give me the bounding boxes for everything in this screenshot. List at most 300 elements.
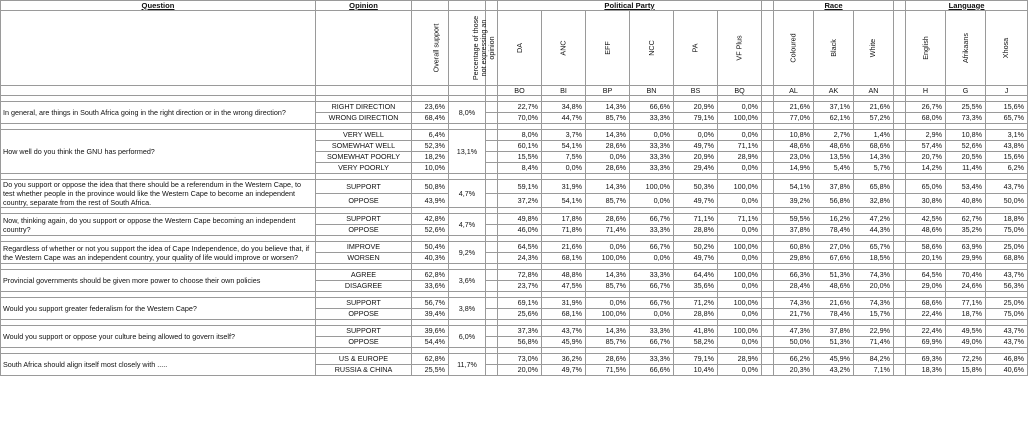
value-cell: 18,5% [854, 253, 894, 264]
question-text: Provincial governments should be given more power to choose their own policies [1, 270, 316, 292]
value-cell: 44,7% [542, 113, 586, 124]
value-cell: 25,0% [986, 298, 1028, 309]
value-cell: 100,0% [718, 242, 762, 253]
value-cell: 28,9% [718, 354, 762, 365]
value-cell: 47,2% [854, 214, 894, 225]
question-header: Question [1, 1, 316, 11]
question-text: Regardless of whether or not you support the idea of Cape Independence, do you believe that, if the Western Cape was an independent country, your quality of life would improve or worsen? [1, 242, 316, 264]
value-cell: 25,0% [986, 242, 1028, 253]
no-opinion-cell: 9,2% [449, 242, 486, 264]
value-cell: 78,4% [814, 225, 854, 236]
question-text: Would you support greater federalism for the Western Cape? [1, 298, 316, 320]
value-cell: 60,1% [498, 141, 542, 152]
value-cell: 57,2% [854, 113, 894, 124]
value-cell: 39,2% [774, 194, 814, 208]
table-row [1, 298, 1028, 309]
value-cell: 30,8% [906, 194, 946, 208]
overall-support-cell: 54,4% [412, 337, 449, 348]
value-cell: 28,4% [774, 281, 814, 292]
value-cell: 0,0% [718, 281, 762, 292]
value-cell: 84,2% [854, 354, 894, 365]
value-cell: 31,9% [542, 180, 586, 194]
value-cell: 8,0% [498, 130, 542, 141]
question-text: In general, are things in South Africa going in the right direction or in the wrong direction? [1, 102, 316, 124]
value-cell: 65,7% [986, 113, 1028, 124]
value-cell: 0,0% [586, 152, 630, 163]
language-label: Xhosa [986, 11, 1028, 86]
value-cell: 41,8% [674, 326, 718, 337]
opinion-cell: OPPOSE [316, 309, 412, 320]
table-row [1, 242, 1028, 253]
value-cell: 69,9% [906, 337, 946, 348]
overall-support-cell: 52,3% [412, 141, 449, 152]
no-opinion-cell: 11,7% [449, 354, 486, 376]
value-cell: 37,2% [498, 194, 542, 208]
value-cell: 53,4% [946, 180, 986, 194]
value-cell: 69,3% [906, 354, 946, 365]
value-cell: 0,0% [718, 365, 762, 376]
value-cell: 0,0% [630, 130, 674, 141]
party-label: VF Plus [718, 11, 762, 86]
value-cell: 68,6% [906, 298, 946, 309]
value-cell: 45,9% [814, 354, 854, 365]
value-cell: 6,2% [986, 163, 1028, 174]
column-code: H [906, 86, 946, 96]
value-cell: 50,0% [774, 337, 814, 348]
value-cell: 18,3% [906, 365, 946, 376]
value-cell: 100,0% [718, 298, 762, 309]
value-cell: 100,0% [718, 180, 762, 194]
value-cell: 11,4% [946, 163, 986, 174]
value-cell: 33,3% [630, 141, 674, 152]
opinion-cell: VERY POORLY [316, 163, 412, 174]
value-cell: 71,1% [718, 141, 762, 152]
value-cell: 47,5% [542, 281, 586, 292]
value-cell: 0,0% [718, 309, 762, 320]
value-cell: 79,1% [674, 113, 718, 124]
value-cell: 58,6% [906, 242, 946, 253]
value-cell: 0,0% [586, 242, 630, 253]
value-cell: 28,6% [586, 163, 630, 174]
value-cell: 24,3% [498, 253, 542, 264]
language-label: English [906, 11, 946, 86]
overall-support-cell: 23,6% [412, 102, 449, 113]
party-label: DA [498, 11, 542, 86]
value-cell: 2,9% [906, 130, 946, 141]
value-cell: 43,7% [986, 180, 1028, 194]
value-cell: 5,7% [854, 163, 894, 174]
overall-support-label: Overall support [412, 11, 449, 86]
value-cell: 100,0% [586, 309, 630, 320]
value-cell: 20,9% [674, 152, 718, 163]
column-code: BN [630, 86, 674, 96]
value-cell: 21,6% [814, 298, 854, 309]
overall-support-cell: 56,7% [412, 298, 449, 309]
column-code: AL [774, 86, 814, 96]
value-cell: 65,7% [854, 242, 894, 253]
opinion-cell: WORSEN [316, 253, 412, 264]
value-cell: 20,5% [946, 152, 986, 163]
value-cell: 44,3% [854, 225, 894, 236]
value-cell: 37,3% [498, 326, 542, 337]
value-cell: 20,3% [774, 365, 814, 376]
value-cell: 62,1% [814, 113, 854, 124]
value-cell: 17,8% [542, 214, 586, 225]
value-cell: 50,0% [986, 194, 1028, 208]
value-cell: 64,5% [906, 270, 946, 281]
overall-support-cell: 40,3% [412, 253, 449, 264]
value-cell: 42,5% [906, 214, 946, 225]
value-cell: 10,4% [674, 365, 718, 376]
value-cell: 0,0% [718, 102, 762, 113]
value-cell: 66,6% [630, 365, 674, 376]
overall-support-cell: 62,8% [412, 270, 449, 281]
column-code: BQ [718, 86, 762, 96]
opinion-cell: OPPOSE [316, 194, 412, 208]
party-label: EFF [586, 11, 630, 86]
value-cell: 68,6% [854, 141, 894, 152]
value-cell: 29,0% [906, 281, 946, 292]
table-row [1, 270, 1028, 281]
value-cell: 50,3% [674, 180, 718, 194]
value-cell: 49,7% [542, 365, 586, 376]
value-cell: 20,0% [498, 365, 542, 376]
value-cell: 78,4% [814, 309, 854, 320]
value-cell: 25,5% [946, 102, 986, 113]
no-opinion-cell: 4,7% [449, 180, 486, 208]
race-label: Black [814, 11, 854, 86]
column-code: G [946, 86, 986, 96]
value-cell: 23,7% [498, 281, 542, 292]
value-cell: 37,1% [814, 102, 854, 113]
value-cell: 3,7% [542, 130, 586, 141]
value-cell: 60,8% [774, 242, 814, 253]
value-cell: 57,4% [906, 141, 946, 152]
value-cell: 43,2% [814, 365, 854, 376]
value-cell: 0,0% [542, 163, 586, 174]
value-cell: 37,8% [814, 180, 854, 194]
value-cell: 46,0% [498, 225, 542, 236]
value-cell: 71,1% [718, 214, 762, 225]
value-cell: 73,3% [946, 113, 986, 124]
question-text: How well do you think the GNU has performed? [1, 130, 316, 174]
value-cell: 8,4% [498, 163, 542, 174]
opinion-cell: AGREE [316, 270, 412, 281]
value-cell: 13,5% [814, 152, 854, 163]
value-cell: 68,0% [906, 113, 946, 124]
value-cell: 26,7% [906, 102, 946, 113]
value-cell: 54,1% [774, 180, 814, 194]
value-cell: 56,3% [986, 281, 1028, 292]
value-cell: 16,2% [814, 214, 854, 225]
overall-support-cell: 25,5% [412, 365, 449, 376]
value-cell: 49,8% [498, 214, 542, 225]
value-cell: 75,0% [986, 309, 1028, 320]
value-cell: 24,6% [946, 281, 986, 292]
value-cell: 43,7% [986, 270, 1028, 281]
value-cell: 59,1% [498, 180, 542, 194]
table-row [1, 214, 1028, 225]
value-cell: 75,0% [986, 225, 1028, 236]
value-cell: 49,5% [946, 326, 986, 337]
overall-support-cell: 42,8% [412, 214, 449, 225]
table-row [1, 130, 1028, 141]
value-cell: 49,0% [946, 337, 986, 348]
value-cell: 28,6% [586, 354, 630, 365]
value-cell: 100,0% [718, 326, 762, 337]
value-cell: 47,3% [774, 326, 814, 337]
value-cell: 15,6% [986, 152, 1028, 163]
opinion-cell: OPPOSE [316, 337, 412, 348]
value-cell: 66,7% [630, 214, 674, 225]
question-text: South Africa should align itself most closely with ..... [1, 354, 316, 376]
table-row [1, 354, 1028, 365]
value-cell: 66,7% [630, 242, 674, 253]
opinion-cell: SUPPORT [316, 326, 412, 337]
value-cell: 74,3% [854, 298, 894, 309]
value-cell: 3,1% [986, 130, 1028, 141]
value-cell: 71,1% [674, 214, 718, 225]
value-cell: 33,3% [630, 326, 674, 337]
value-cell: 68,1% [542, 309, 586, 320]
value-cell: 71,4% [854, 337, 894, 348]
value-cell: 0,0% [630, 194, 674, 208]
party-label: PA [674, 11, 718, 86]
value-cell: 15,8% [946, 365, 986, 376]
value-cell: 40,8% [946, 194, 986, 208]
value-cell: 33,3% [630, 225, 674, 236]
value-cell: 43,7% [986, 326, 1028, 337]
overall-support-cell: 52,6% [412, 225, 449, 236]
value-cell: 15,5% [498, 152, 542, 163]
value-cell: 85,7% [586, 113, 630, 124]
value-cell: 21,7% [774, 309, 814, 320]
value-cell: 68,1% [542, 253, 586, 264]
no-opinion-cell: 3,8% [449, 298, 486, 320]
value-cell: 50,2% [674, 242, 718, 253]
value-cell: 0,0% [718, 130, 762, 141]
value-cell: 43,8% [986, 141, 1028, 152]
no-opinion-cell: 6,0% [449, 326, 486, 348]
value-cell: 0,0% [718, 194, 762, 208]
value-cell: 71,5% [586, 365, 630, 376]
value-cell: 28,8% [674, 225, 718, 236]
question-text: Do you support or oppose the idea that there should be a referendum in the Western Cape, to test whether people in the province would like the Western Cape to become an independent country, separate from the rest of South Africa. [1, 180, 316, 208]
value-cell: 68,8% [986, 253, 1028, 264]
value-cell: 73,0% [498, 354, 542, 365]
value-cell: 77,0% [774, 113, 814, 124]
value-cell: 74,3% [854, 270, 894, 281]
value-cell: 28,6% [586, 214, 630, 225]
value-cell: 27,0% [814, 242, 854, 253]
value-cell: 77,1% [946, 298, 986, 309]
overall-support-cell: 68,4% [412, 113, 449, 124]
question-text: Would you support or oppose your culture being allowed to govern itself? [1, 326, 316, 348]
value-cell: 18,7% [946, 309, 986, 320]
value-cell: 14,2% [906, 163, 946, 174]
column-labels-row [1, 11, 1028, 86]
value-cell: 1,4% [854, 130, 894, 141]
value-cell: 10,8% [774, 130, 814, 141]
value-cell: 100,0% [718, 113, 762, 124]
value-cell: 37,8% [774, 225, 814, 236]
opinion-cell: SUPPORT [316, 298, 412, 309]
party-label: ANC [542, 11, 586, 86]
opinion-cell: OPPOSE [316, 225, 412, 236]
opinion-cell: RUSSIA & CHINA [316, 365, 412, 376]
value-cell: 49,7% [674, 253, 718, 264]
column-codes-row [1, 86, 1028, 96]
value-cell: 0,0% [718, 253, 762, 264]
no-opinion-cell: 8,0% [449, 102, 486, 124]
value-cell: 56,8% [498, 337, 542, 348]
value-cell: 85,7% [586, 194, 630, 208]
question-text: Now, thinking again, do you support or oppose the Western Cape becoming an independent country? [1, 214, 316, 236]
value-cell: 5,4% [814, 163, 854, 174]
value-cell: 48,6% [906, 225, 946, 236]
political-party-header: Political Party [498, 1, 762, 11]
value-cell: 43,7% [542, 326, 586, 337]
value-cell: 28,6% [586, 141, 630, 152]
value-cell: 100,0% [630, 180, 674, 194]
overall-support-cell: 43,9% [412, 194, 449, 208]
value-cell: 14,3% [586, 180, 630, 194]
value-cell: 62,7% [946, 214, 986, 225]
value-cell: 28,9% [718, 152, 762, 163]
value-cell: 36,2% [542, 354, 586, 365]
value-cell: 54,1% [542, 194, 586, 208]
overall-support-cell: 39,4% [412, 309, 449, 320]
no-opinion-label: Percentage of those not expressing an opinion [449, 11, 486, 86]
opinion-cell: US & EUROPE [316, 354, 412, 365]
overall-support-cell: 50,8% [412, 180, 449, 194]
value-cell: 35,6% [674, 281, 718, 292]
no-opinion-cell: 3,6% [449, 270, 486, 292]
value-cell: 22,4% [906, 309, 946, 320]
value-cell: 33,3% [630, 270, 674, 281]
value-cell: 14,3% [586, 102, 630, 113]
value-cell: 31,9% [542, 298, 586, 309]
value-cell: 33,3% [630, 152, 674, 163]
value-cell: 65,8% [854, 180, 894, 194]
value-cell: 40,6% [986, 365, 1028, 376]
header-row [1, 1, 1028, 11]
column-code: BP [586, 86, 630, 96]
value-cell: 14,3% [586, 326, 630, 337]
value-cell: 33,3% [630, 163, 674, 174]
value-cell: 51,3% [814, 270, 854, 281]
value-cell: 21,6% [774, 102, 814, 113]
value-cell: 56,8% [814, 194, 854, 208]
value-cell: 18,8% [986, 214, 1028, 225]
opinion-cell: SUPPORT [316, 180, 412, 194]
value-cell: 37,8% [814, 326, 854, 337]
column-code: BS [674, 86, 718, 96]
value-cell: 64,4% [674, 270, 718, 281]
value-cell: 69,1% [498, 298, 542, 309]
overall-support-cell: 39,6% [412, 326, 449, 337]
column-code: AN [854, 86, 894, 96]
value-cell: 20,9% [674, 102, 718, 113]
value-cell: 0,0% [718, 163, 762, 174]
value-cell: 51,3% [814, 337, 854, 348]
value-cell: 29,9% [946, 253, 986, 264]
value-cell: 66,6% [630, 102, 674, 113]
value-cell: 45,9% [542, 337, 586, 348]
opinion-cell: WRONG DIRECTION [316, 113, 412, 124]
opinion-cell: SOMEWHAT POORLY [316, 152, 412, 163]
value-cell: 29,4% [674, 163, 718, 174]
value-cell: 0,0% [674, 130, 718, 141]
value-cell: 58,2% [674, 337, 718, 348]
overall-support-cell: 62,8% [412, 354, 449, 365]
value-cell: 21,6% [542, 242, 586, 253]
value-cell: 0,0% [630, 253, 674, 264]
value-cell: 0,0% [718, 337, 762, 348]
value-cell: 72,8% [498, 270, 542, 281]
value-cell: 15,6% [986, 102, 1028, 113]
value-cell: 22,7% [498, 102, 542, 113]
value-cell: 46,8% [986, 354, 1028, 365]
value-cell: 52,6% [946, 141, 986, 152]
column-code: BO [498, 86, 542, 96]
value-cell: 85,7% [586, 337, 630, 348]
value-cell: 14,3% [586, 130, 630, 141]
value-cell: 22,4% [906, 326, 946, 337]
opinion-cell: DISAGREE [316, 281, 412, 292]
value-cell: 35,2% [946, 225, 986, 236]
overall-support-cell: 50,4% [412, 242, 449, 253]
value-cell: 10,8% [946, 130, 986, 141]
opinion-cell: SUPPORT [316, 214, 412, 225]
value-cell: 28,8% [674, 309, 718, 320]
value-cell: 32,8% [854, 194, 894, 208]
opinion-cell: IMPROVE [316, 242, 412, 253]
value-cell: 7,1% [854, 365, 894, 376]
language-header: Language [906, 1, 1028, 11]
value-cell: 54,1% [542, 141, 586, 152]
opinion-header: Opinion [316, 1, 412, 11]
value-cell: 70,4% [946, 270, 986, 281]
value-cell: 66,7% [630, 337, 674, 348]
value-cell: 85,7% [586, 281, 630, 292]
value-cell: 48,6% [814, 281, 854, 292]
value-cell: 100,0% [586, 253, 630, 264]
value-cell: 59,5% [774, 214, 814, 225]
value-cell: 33,3% [630, 113, 674, 124]
value-cell: 64,5% [498, 242, 542, 253]
value-cell: 48,6% [774, 141, 814, 152]
value-cell: 0,0% [586, 298, 630, 309]
value-cell: 66,2% [774, 354, 814, 365]
value-cell: 2,7% [814, 130, 854, 141]
value-cell: 43,7% [986, 337, 1028, 348]
value-cell: 63,9% [946, 242, 986, 253]
table-row [1, 180, 1028, 194]
opinion-cell: RIGHT DIRECTION [316, 102, 412, 113]
value-cell: 100,0% [718, 270, 762, 281]
value-cell: 49,7% [674, 194, 718, 208]
value-cell: 0,0% [718, 225, 762, 236]
language-label: Afrikaans [946, 11, 986, 86]
value-cell: 34,8% [542, 102, 586, 113]
race-label: White [854, 11, 894, 86]
value-cell: 66,7% [630, 281, 674, 292]
party-label: NCC [630, 11, 674, 86]
value-cell: 25,6% [498, 309, 542, 320]
value-cell: 14,3% [854, 152, 894, 163]
opinion-cell: VERY WELL [316, 130, 412, 141]
